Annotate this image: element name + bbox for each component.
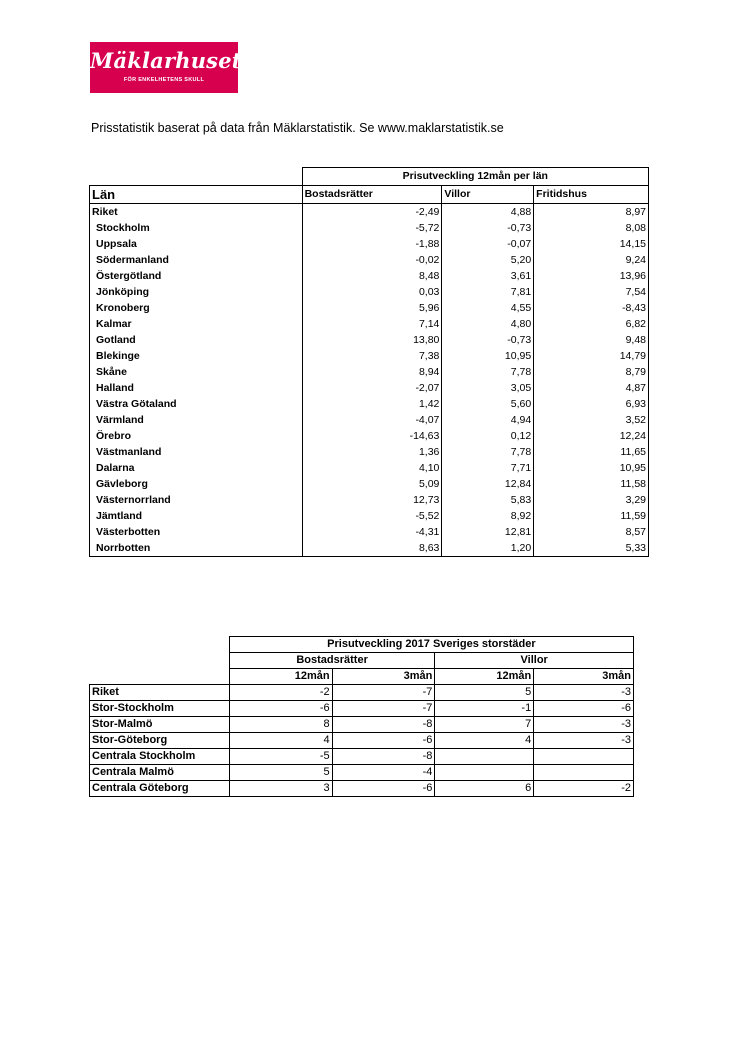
value-cell: -5 [229,749,332,765]
empty-cell [90,653,230,669]
storstader-price-table [89,636,634,797]
value-cell [435,749,534,765]
lan-name-cell: Stockholm [90,220,303,236]
table-row [90,412,649,428]
table-row [90,396,649,412]
table-row [90,284,649,300]
lan-name-cell: Gotland [90,332,303,348]
villor-cell: 4,55 [442,300,534,316]
lan-name-cell: Dalarna [90,460,303,476]
villor-cell: 5,60 [442,396,534,412]
villor-cell: -0,73 [442,220,534,236]
table-row [90,492,649,508]
lan-name-cell: Östergötland [90,268,303,284]
city-name-cell: Stor-Göteborg [90,733,230,749]
table-row [90,316,649,332]
subheader-12man: 12mån [435,669,534,685]
table-row [90,717,634,733]
lan-name-cell: Jönköping [90,284,303,300]
villor-cell: 5,20 [442,252,534,268]
fritidshus-cell: 9,48 [534,332,649,348]
fritidshus-cell: 3,29 [534,492,649,508]
villor-cell: 4,80 [442,316,534,332]
value-cell: -2 [534,781,634,797]
bostadsratter-header: Bostadsrätter [302,186,442,204]
table-row [90,685,634,701]
city-name-cell: Centrala Stockholm [90,749,230,765]
value-cell: -6 [332,781,435,797]
villor-header: Villor [442,186,534,204]
bostadsratter-cell: 1,42 [302,396,442,412]
lan-name-cell: Västmanland [90,444,303,460]
bostadsratter-cell: -5,72 [302,220,442,236]
villor-cell: 12,81 [442,524,534,540]
value-cell: -6 [534,701,634,717]
table-row [90,765,634,781]
city-name-cell: Stor-Stockholm [90,701,230,717]
value-cell [534,749,634,765]
fritidshus-header: Fritidshus [534,186,649,204]
villor-cell: 5,83 [442,492,534,508]
fritidshus-cell: 6,93 [534,396,649,412]
lan-name-cell: Västra Götaland [90,396,303,412]
table-row [90,380,649,396]
value-cell: -7 [332,685,435,701]
city-name-cell: Centrala Malmö [90,765,230,781]
villor-cell: 3,05 [442,380,534,396]
intro-text: Prisstatistik baserat på data från Mäklarstatistik. Se www.maklarstatistik.se [91,121,504,135]
bostadsratter-cell: 7,38 [302,348,442,364]
value-cell: 4 [229,733,332,749]
table-row [90,204,649,221]
fritidshus-cell: 8,97 [534,204,649,221]
fritidshus-cell: 13,96 [534,268,649,284]
lan-name-cell: Västerbotten [90,524,303,540]
value-cell: -4 [332,765,435,781]
table-row [90,733,634,749]
bostadsratter-cell: 8,63 [302,540,442,557]
value-cell: -7 [332,701,435,717]
bostadsratter-cell: 1,36 [302,444,442,460]
lan-name-cell: Blekinge [90,348,303,364]
lan-header: Län [90,186,303,204]
lan-name-cell: Norrbotten [90,540,303,557]
bostadsratter-cell: -5,52 [302,508,442,524]
bostadsratter-cell: -2,07 [302,380,442,396]
bostadsratter-cell: 8,48 [302,268,442,284]
logo-wordmark: Mäklarhuset [90,48,242,73]
lan-name-cell: Halland [90,380,303,396]
lan-name-cell: Skåne [90,364,303,380]
lan-name-cell: Gävleborg [90,476,303,492]
fritidshus-cell: 12,24 [534,428,649,444]
table-row [90,332,649,348]
city-name-cell: Riket [90,685,230,701]
table-row [90,460,649,476]
fritidshus-cell: -8,43 [534,300,649,316]
villor-cell: 7,78 [442,364,534,380]
bostadsratter-cell: -4,07 [302,412,442,428]
bostadsratter-cell: 5,09 [302,476,442,492]
fritidshus-cell: 5,33 [534,540,649,557]
table-row [90,220,649,236]
lan-name-cell: Uppsala [90,236,303,252]
value-cell: 7 [435,717,534,733]
fritidshus-cell: 10,95 [534,460,649,476]
bostadsratter-cell: -14,63 [302,428,442,444]
value-cell: 3 [229,781,332,797]
subheader-12man: 12mån [229,669,332,685]
table2-title: Prisutveckling 2017 Sveriges storstäder [229,637,633,653]
villor-cell: 8,92 [442,508,534,524]
table-row [90,444,649,460]
fritidshus-cell: 11,65 [534,444,649,460]
villor-cell: 7,78 [442,444,534,460]
table-row [90,781,634,797]
logo-tagline: FÖR ENKELHETENS SKULL [123,77,205,83]
fritidshus-cell: 11,59 [534,508,649,524]
lan-name-cell: Riket [90,204,303,221]
table-row [90,508,649,524]
lan-price-table [89,167,649,557]
maklarhuset-logo [90,42,242,93]
bostadsratter-cell: 7,14 [302,316,442,332]
fritidshus-cell: 8,08 [534,220,649,236]
lan-name-cell: Jämtland [90,508,303,524]
lan-name-cell: Kalmar [90,316,303,332]
value-cell: -1 [435,701,534,717]
bostadsratter-cell: -4,31 [302,524,442,540]
bostadsratter-cell: -2,49 [302,204,442,221]
bostadsratter-cell: 0,03 [302,284,442,300]
fritidshus-cell: 8,79 [534,364,649,380]
empty-cell [90,669,230,685]
villor-cell: 3,61 [442,268,534,284]
value-cell: 5 [229,765,332,781]
bostadsratter-cell: 13,80 [302,332,442,348]
villor-cell: 10,95 [442,348,534,364]
bostadsratter-cell: 5,96 [302,300,442,316]
value-cell [534,765,634,781]
bostadsratter-cell: 8,94 [302,364,442,380]
table-row [90,524,649,540]
table1-title: Prisutveckling 12mån per län [302,168,648,186]
value-cell: -6 [229,701,332,717]
table-row [90,364,649,380]
fritidshus-cell: 9,24 [534,252,649,268]
lan-name-cell: Värmland [90,412,303,428]
bostadsratter-cell: -0,02 [302,252,442,268]
bostadsratter-group-header: Bostadsrätter [229,653,435,669]
villor-group-header: Villor [435,653,634,669]
value-cell: 6 [435,781,534,797]
value-cell: -3 [534,733,634,749]
value-cell: 5 [435,685,534,701]
subheader-3man: 3mån [534,669,634,685]
villor-cell: 12,84 [442,476,534,492]
fritidshus-cell: 6,82 [534,316,649,332]
villor-cell: 7,81 [442,284,534,300]
bostadsratter-cell: 4,10 [302,460,442,476]
lan-name-cell: Södermanland [90,252,303,268]
villor-cell: 7,71 [442,460,534,476]
table-row [90,749,634,765]
empty-cell [90,168,303,186]
villor-cell: -0,73 [442,332,534,348]
fritidshus-cell: 14,79 [534,348,649,364]
table-row [90,476,649,492]
fritidshus-cell: 4,87 [534,380,649,396]
city-name-cell: Centrala Göteborg [90,781,230,797]
villor-cell: -0,07 [442,236,534,252]
fritidshus-cell: 3,52 [534,412,649,428]
table-row [90,252,649,268]
subheader-3man: 3mån [332,669,435,685]
villor-cell: 0,12 [442,428,534,444]
villor-cell: 1,20 [442,540,534,557]
value-cell: 4 [435,733,534,749]
value-cell: -8 [332,717,435,733]
table-row [90,268,649,284]
bostadsratter-cell: 12,73 [302,492,442,508]
table-row [90,236,649,252]
fritidshus-cell: 7,54 [534,284,649,300]
value-cell: -2 [229,685,332,701]
table-row [90,540,649,557]
value-cell: -8 [332,749,435,765]
empty-cell [90,637,230,653]
lan-name-cell: Västernorrland [90,492,303,508]
value-cell: -3 [534,685,634,701]
villor-cell: 4,88 [442,204,534,221]
fritidshus-cell: 14,15 [534,236,649,252]
fritidshus-cell: 8,57 [534,524,649,540]
lan-name-cell: Örebro [90,428,303,444]
value-cell: -3 [534,717,634,733]
bostadsratter-cell: -1,88 [302,236,442,252]
table-row [90,348,649,364]
lan-name-cell: Kronoberg [90,300,303,316]
value-cell: -6 [332,733,435,749]
value-cell [435,765,534,781]
city-name-cell: Stor-Malmö [90,717,230,733]
villor-cell: 4,94 [442,412,534,428]
table-row [90,428,649,444]
value-cell: 8 [229,717,332,733]
table-row [90,701,634,717]
table-row [90,300,649,316]
fritidshus-cell: 11,58 [534,476,649,492]
